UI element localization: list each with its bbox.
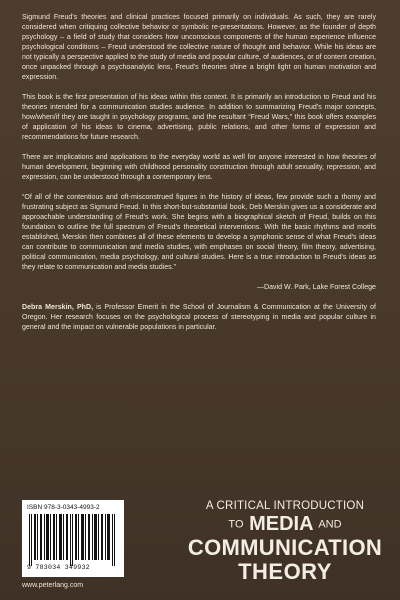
title-line-1: A CRITICAL INTRODUCTION xyxy=(205,500,365,512)
author-bio xyxy=(22,303,376,333)
barcode-digits: 9 783034 349932 xyxy=(27,564,91,571)
title-line-3: COMMUNICATION xyxy=(187,534,383,560)
title-and: AND xyxy=(318,518,342,531)
back-cover-text xyxy=(22,13,376,343)
barcode-icon xyxy=(27,514,119,566)
title-line-2 xyxy=(186,513,384,536)
author-bio-text: is Professor Emerit in the School of Journalism & Communication at the University of Oregon. Her research focuses on the psychological process of stereotyping in media and popular culture in general and the impact on vulnerable populations in particular. xyxy=(22,304,377,331)
publisher-website: www.peterlang.com xyxy=(22,582,84,589)
author-name: Debra Merskin, PhD, xyxy=(22,304,94,311)
title-media: MEDIA xyxy=(249,513,313,535)
endorsement-quote: “Of all of the contentious and oft-misconstrued figures in the history of ideas, few provide such a thorny and frustrating subject as Sigmund Freud. In this short-but-substantial book, Deb Merskin gives us a considerate and approachable understanding of Freud's work. She begins with a biographical sketch of Freud, builds on this foundation to outline the full spectrum of Freud's theoretical interventions. With the basic rhythms and motifs established, Merskin then combines all of these elements to develop a symphonic sense of what Freud's ideas can contribute to communication and media studies, with emphases on social theory, film theory, advertising, political communication, media psychology, and cultural studies. Here is a true introduction to Freud's ideas as they relate to communication and media studies.” xyxy=(22,194,376,271)
description-paragraph: Sigmund Freud's theories and clinical practices focused primarily on individuals. As such, they are rarely considered when critiquing collective behavior or symbolic re-presentations. However, as the founder of depth psychology – a field of study that considers how unconscious components of the human experience influence psychological conditions – Freud understood the collective nature of thought and behavior. While his ideas are not typically a perspective applied to the study of media and popular culture, of audiences, or of content creation, once unpacked through a psychoanalytic lens, Freud's theories shine a bright light on human motivation and expression. xyxy=(22,14,376,81)
title-to: TO xyxy=(228,518,244,531)
description-paragraph: There are implications and applications to the everyday world as well for anyone interested in how theories of human development, beginning with childhood personality construction through adult sexuality, repression, and expression, can be understood through a contemporary lens. xyxy=(22,154,376,181)
series-title xyxy=(186,500,384,584)
isbn-label: ISBN 978-3-0343-4993-2 xyxy=(27,504,100,511)
endorsement-attribution: —David W. Park, Lake Forest College xyxy=(256,284,376,291)
description-paragraph: This book is the first presentation of his ideas within this context. It is primarily an introduction to Freud and his theories intended for a communication studies audience. In addition to summarizing Freud's major concepts, how/when/if they are taught in psychology programs, and the resultant “Freud Wars,” this book offers examples of application of his ideas to cinema, advertising, public relations, and other forms of expression and recommendations for future research. xyxy=(22,94,376,141)
title-line-4: THEORY xyxy=(238,558,332,584)
barcode-panel xyxy=(22,500,124,577)
